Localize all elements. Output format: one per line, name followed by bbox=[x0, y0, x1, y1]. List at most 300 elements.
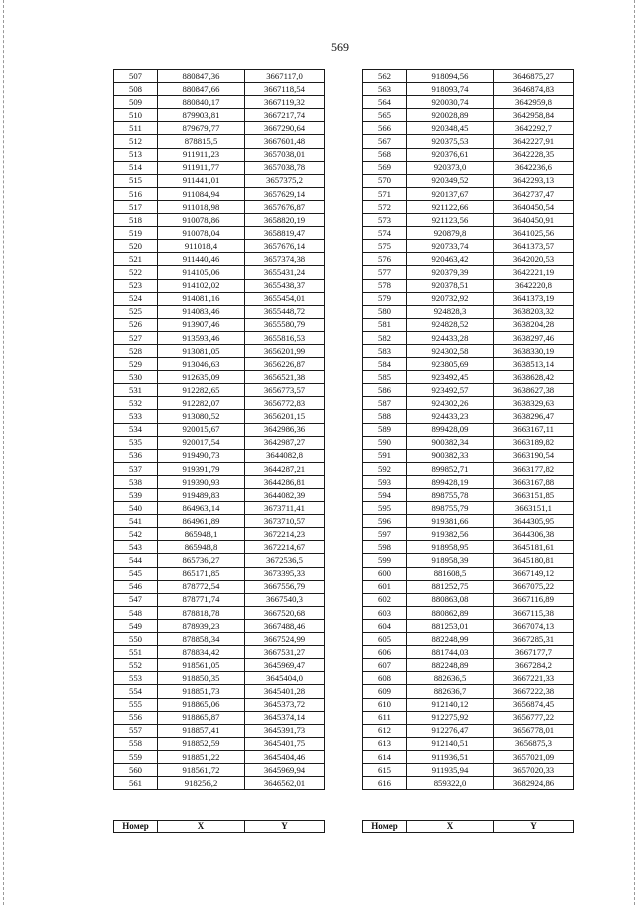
y-coordinate: 3656777,22 bbox=[494, 711, 574, 724]
x-coordinate: 914083,46 bbox=[158, 305, 245, 318]
point-number: 560 bbox=[114, 763, 158, 776]
x-coordinate: 913080,52 bbox=[158, 410, 245, 423]
x-coordinate: 911911,77 bbox=[158, 161, 245, 174]
point-number: 614 bbox=[363, 750, 407, 763]
table-row bbox=[114, 698, 325, 711]
y-coordinate: 3641373,57 bbox=[494, 240, 574, 253]
point-number: 587 bbox=[363, 397, 407, 410]
header-x: X bbox=[158, 821, 245, 833]
x-coordinate: 864963,14 bbox=[158, 502, 245, 515]
x-coordinate: 923492,45 bbox=[407, 371, 494, 384]
point-number: 581 bbox=[363, 318, 407, 331]
table-row bbox=[114, 266, 325, 279]
table-row bbox=[114, 253, 325, 266]
x-coordinate: 914105,06 bbox=[158, 266, 245, 279]
point-number: 520 bbox=[114, 240, 158, 253]
table-row bbox=[114, 384, 325, 397]
x-coordinate: 880862,89 bbox=[407, 606, 494, 619]
left-page-edge bbox=[3, 0, 4, 905]
point-number: 537 bbox=[114, 462, 158, 475]
table-row bbox=[363, 83, 574, 96]
table-row bbox=[363, 135, 574, 148]
x-coordinate: 914102,02 bbox=[158, 279, 245, 292]
point-number: 549 bbox=[114, 619, 158, 632]
header-number: Номер bbox=[363, 821, 407, 833]
table-row bbox=[114, 161, 325, 174]
table-row bbox=[363, 122, 574, 135]
y-coordinate: 3645391,73 bbox=[245, 724, 325, 737]
table-row bbox=[114, 135, 325, 148]
point-number: 558 bbox=[114, 737, 158, 750]
y-coordinate: 3645404,0 bbox=[245, 672, 325, 685]
y-coordinate: 3646874,83 bbox=[494, 83, 574, 96]
y-coordinate: 3644286,81 bbox=[245, 475, 325, 488]
point-number: 602 bbox=[363, 593, 407, 606]
y-coordinate: 3645374,14 bbox=[245, 711, 325, 724]
y-coordinate: 3638513,14 bbox=[494, 358, 574, 371]
table-row bbox=[114, 279, 325, 292]
y-coordinate: 3642958,84 bbox=[494, 109, 574, 122]
point-number: 578 bbox=[363, 279, 407, 292]
y-coordinate: 3638628,42 bbox=[494, 371, 574, 384]
table-row bbox=[114, 541, 325, 554]
point-number: 607 bbox=[363, 659, 407, 672]
x-coordinate: 859322,0 bbox=[407, 777, 494, 790]
table-row bbox=[363, 187, 574, 200]
x-coordinate: 918851,22 bbox=[158, 750, 245, 763]
point-number: 590 bbox=[363, 436, 407, 449]
table-row bbox=[363, 266, 574, 279]
x-coordinate: 879903,81 bbox=[158, 109, 245, 122]
point-number: 544 bbox=[114, 554, 158, 567]
y-coordinate: 3638627,38 bbox=[494, 384, 574, 397]
point-number: 583 bbox=[363, 344, 407, 357]
y-coordinate: 3657676,87 bbox=[245, 200, 325, 213]
table-row bbox=[114, 724, 325, 737]
x-coordinate: 924828,3 bbox=[407, 305, 494, 318]
table-row bbox=[114, 410, 325, 423]
table-row bbox=[114, 318, 325, 331]
y-coordinate: 3645969,94 bbox=[245, 763, 325, 776]
point-number: 601 bbox=[363, 580, 407, 593]
point-number: 514 bbox=[114, 161, 158, 174]
point-number: 527 bbox=[114, 331, 158, 344]
table-row bbox=[363, 502, 574, 515]
point-number: 600 bbox=[363, 567, 407, 580]
table-row bbox=[114, 240, 325, 253]
table-row bbox=[363, 541, 574, 554]
point-number: 564 bbox=[363, 96, 407, 109]
point-number: 535 bbox=[114, 436, 158, 449]
x-coordinate: 864961,89 bbox=[158, 515, 245, 528]
point-number: 521 bbox=[114, 253, 158, 266]
table-row bbox=[114, 528, 325, 541]
point-number: 573 bbox=[363, 214, 407, 227]
point-number: 556 bbox=[114, 711, 158, 724]
y-coordinate: 3667601,48 bbox=[245, 135, 325, 148]
point-number: 552 bbox=[114, 659, 158, 672]
y-coordinate: 3644082,8 bbox=[245, 449, 325, 462]
x-coordinate: 924302,58 bbox=[407, 344, 494, 357]
y-coordinate: 3663167,88 bbox=[494, 475, 574, 488]
x-coordinate: 878772,54 bbox=[158, 580, 245, 593]
x-coordinate: 920028,89 bbox=[407, 109, 494, 122]
x-coordinate: 880840,17 bbox=[158, 96, 245, 109]
point-number: 551 bbox=[114, 646, 158, 659]
y-coordinate: 3642236,6 bbox=[494, 161, 574, 174]
point-number: 540 bbox=[114, 502, 158, 515]
y-coordinate: 3657676,14 bbox=[245, 240, 325, 253]
table-row bbox=[363, 371, 574, 384]
point-number: 612 bbox=[363, 724, 407, 737]
table-row bbox=[363, 528, 574, 541]
table-row bbox=[363, 737, 574, 750]
table-row bbox=[114, 397, 325, 410]
table-row bbox=[114, 174, 325, 187]
point-number: 584 bbox=[363, 358, 407, 371]
x-coordinate: 912282,07 bbox=[158, 397, 245, 410]
table-row bbox=[114, 371, 325, 384]
point-number: 609 bbox=[363, 685, 407, 698]
point-number: 606 bbox=[363, 646, 407, 659]
y-coordinate: 3667221,33 bbox=[494, 672, 574, 685]
point-number: 566 bbox=[363, 122, 407, 135]
x-coordinate: 899428,19 bbox=[407, 475, 494, 488]
x-coordinate: 865948,8 bbox=[158, 541, 245, 554]
y-coordinate: 3638329,63 bbox=[494, 397, 574, 410]
coordinates-table-left bbox=[113, 69, 325, 790]
table-row bbox=[114, 475, 325, 488]
table-row bbox=[363, 344, 574, 357]
table-row bbox=[114, 436, 325, 449]
table-row bbox=[114, 580, 325, 593]
point-number: 582 bbox=[363, 331, 407, 344]
y-coordinate: 3667290,64 bbox=[245, 122, 325, 135]
point-number: 610 bbox=[363, 698, 407, 711]
x-coordinate: 913081,05 bbox=[158, 344, 245, 357]
point-number: 536 bbox=[114, 449, 158, 462]
x-coordinate: 898755,79 bbox=[407, 502, 494, 515]
table-row bbox=[363, 606, 574, 619]
footer-header-left bbox=[113, 820, 325, 833]
table-row bbox=[114, 659, 325, 672]
y-coordinate: 3667149,12 bbox=[494, 567, 574, 580]
coordinates-table-right bbox=[362, 69, 574, 790]
table-row bbox=[363, 462, 574, 475]
y-coordinate: 3642020,53 bbox=[494, 253, 574, 266]
x-coordinate: 918857,41 bbox=[158, 724, 245, 737]
x-coordinate: 919382,56 bbox=[407, 528, 494, 541]
y-coordinate: 3667217,74 bbox=[245, 109, 325, 122]
y-coordinate: 3667520,68 bbox=[245, 606, 325, 619]
x-coordinate: 918850,35 bbox=[158, 672, 245, 685]
x-coordinate: 920348,45 bbox=[407, 122, 494, 135]
x-coordinate: 913593,46 bbox=[158, 331, 245, 344]
x-coordinate: 911018,4 bbox=[158, 240, 245, 253]
y-coordinate: 3673710,57 bbox=[245, 515, 325, 528]
y-coordinate: 3657020,33 bbox=[494, 763, 574, 776]
point-number: 513 bbox=[114, 148, 158, 161]
y-coordinate: 3656201,99 bbox=[245, 344, 325, 357]
y-coordinate: 3642228,35 bbox=[494, 148, 574, 161]
table-row bbox=[363, 580, 574, 593]
table-row bbox=[363, 659, 574, 672]
y-coordinate: 3642987,27 bbox=[245, 436, 325, 449]
point-number: 605 bbox=[363, 633, 407, 646]
table-row bbox=[363, 698, 574, 711]
y-coordinate: 3644082,39 bbox=[245, 489, 325, 502]
table-row bbox=[363, 449, 574, 462]
x-coordinate: 918958,95 bbox=[407, 541, 494, 554]
point-number: 576 bbox=[363, 253, 407, 266]
y-coordinate: 3672214,23 bbox=[245, 528, 325, 541]
point-number: 538 bbox=[114, 475, 158, 488]
y-coordinate: 3663167,11 bbox=[494, 423, 574, 436]
x-coordinate: 924302,26 bbox=[407, 397, 494, 410]
table-row bbox=[114, 70, 325, 83]
x-coordinate: 920378,51 bbox=[407, 279, 494, 292]
table-row bbox=[363, 240, 574, 253]
table-row bbox=[363, 279, 574, 292]
right-page-edge bbox=[634, 0, 635, 905]
table-row bbox=[363, 685, 574, 698]
table-row bbox=[114, 711, 325, 724]
x-coordinate: 882248,99 bbox=[407, 633, 494, 646]
y-coordinate: 3667556,79 bbox=[245, 580, 325, 593]
point-number: 569 bbox=[363, 161, 407, 174]
point-number: 596 bbox=[363, 515, 407, 528]
x-coordinate: 899852,71 bbox=[407, 462, 494, 475]
y-coordinate: 3646562,01 bbox=[245, 777, 325, 790]
y-coordinate: 3657374,38 bbox=[245, 253, 325, 266]
y-coordinate: 3655580,79 bbox=[245, 318, 325, 331]
y-coordinate: 3642737,47 bbox=[494, 187, 574, 200]
table-row bbox=[114, 685, 325, 698]
x-coordinate: 878834,42 bbox=[158, 646, 245, 659]
point-number: 525 bbox=[114, 305, 158, 318]
point-number: 571 bbox=[363, 187, 407, 200]
point-number: 523 bbox=[114, 279, 158, 292]
x-coordinate: 924433,23 bbox=[407, 410, 494, 423]
x-coordinate: 882636,7 bbox=[407, 685, 494, 698]
y-coordinate: 3638330,19 bbox=[494, 344, 574, 357]
y-coordinate: 3667118,54 bbox=[245, 83, 325, 96]
x-coordinate: 914081,16 bbox=[158, 292, 245, 305]
point-number: 588 bbox=[363, 410, 407, 423]
x-coordinate: 881744,03 bbox=[407, 646, 494, 659]
x-coordinate: 920732,92 bbox=[407, 292, 494, 305]
table-row bbox=[114, 619, 325, 632]
point-number: 507 bbox=[114, 70, 158, 83]
header-y: Y bbox=[245, 821, 325, 833]
table-row bbox=[114, 187, 325, 200]
x-coordinate: 900382,34 bbox=[407, 436, 494, 449]
point-number: 562 bbox=[363, 70, 407, 83]
header-x: X bbox=[407, 821, 494, 833]
table-row bbox=[114, 554, 325, 567]
point-number: 554 bbox=[114, 685, 158, 698]
y-coordinate: 3657038,78 bbox=[245, 161, 325, 174]
point-number: 524 bbox=[114, 292, 158, 305]
table-row bbox=[114, 423, 325, 436]
header-row bbox=[114, 821, 325, 833]
point-number: 511 bbox=[114, 122, 158, 135]
point-number: 580 bbox=[363, 305, 407, 318]
y-coordinate: 3655431,24 bbox=[245, 266, 325, 279]
point-number: 541 bbox=[114, 515, 158, 528]
y-coordinate: 3682924,86 bbox=[494, 777, 574, 790]
table-row bbox=[363, 305, 574, 318]
point-number: 530 bbox=[114, 371, 158, 384]
point-number: 579 bbox=[363, 292, 407, 305]
x-coordinate: 921123,56 bbox=[407, 214, 494, 227]
point-number: 543 bbox=[114, 541, 158, 554]
x-coordinate: 919391,79 bbox=[158, 462, 245, 475]
y-coordinate: 3645181,61 bbox=[494, 541, 574, 554]
point-number: 563 bbox=[363, 83, 407, 96]
point-number: 593 bbox=[363, 475, 407, 488]
x-coordinate: 865948,1 bbox=[158, 528, 245, 541]
point-number: 508 bbox=[114, 83, 158, 96]
x-coordinate: 878771,74 bbox=[158, 593, 245, 606]
y-coordinate: 3663177,82 bbox=[494, 462, 574, 475]
x-coordinate: 913046,63 bbox=[158, 358, 245, 371]
y-coordinate: 3667524,99 bbox=[245, 633, 325, 646]
table-row bbox=[114, 109, 325, 122]
x-coordinate: 920030,74 bbox=[407, 96, 494, 109]
table-row bbox=[114, 593, 325, 606]
x-coordinate: 924433,28 bbox=[407, 331, 494, 344]
table-row bbox=[363, 397, 574, 410]
y-coordinate: 3667075,22 bbox=[494, 580, 574, 593]
point-number: 517 bbox=[114, 200, 158, 213]
x-coordinate: 920379,39 bbox=[407, 266, 494, 279]
y-coordinate: 3667531,27 bbox=[245, 646, 325, 659]
table-row bbox=[363, 109, 574, 122]
table-row bbox=[363, 292, 574, 305]
point-number: 512 bbox=[114, 135, 158, 148]
x-coordinate: 913907,46 bbox=[158, 318, 245, 331]
y-coordinate: 3645373,72 bbox=[245, 698, 325, 711]
table-row bbox=[114, 763, 325, 776]
table-row bbox=[363, 436, 574, 449]
x-coordinate: 910078,86 bbox=[158, 214, 245, 227]
x-coordinate: 918561,05 bbox=[158, 659, 245, 672]
y-coordinate: 3672214,67 bbox=[245, 541, 325, 554]
y-coordinate: 3640450,91 bbox=[494, 214, 574, 227]
y-coordinate: 3657629,14 bbox=[245, 187, 325, 200]
x-coordinate: 919381,66 bbox=[407, 515, 494, 528]
x-coordinate: 918958,39 bbox=[407, 554, 494, 567]
y-coordinate: 3658819,47 bbox=[245, 227, 325, 240]
point-number: 559 bbox=[114, 750, 158, 763]
table-row bbox=[114, 515, 325, 528]
x-coordinate: 912140,12 bbox=[407, 698, 494, 711]
table-row bbox=[363, 148, 574, 161]
y-coordinate: 3641025,56 bbox=[494, 227, 574, 240]
x-coordinate: 865171,85 bbox=[158, 567, 245, 580]
x-coordinate: 881252,75 bbox=[407, 580, 494, 593]
point-number: 589 bbox=[363, 423, 407, 436]
point-number: 598 bbox=[363, 541, 407, 554]
x-coordinate: 919489,83 bbox=[158, 489, 245, 502]
point-number: 577 bbox=[363, 266, 407, 279]
point-number: 542 bbox=[114, 528, 158, 541]
x-coordinate: 918093,74 bbox=[407, 83, 494, 96]
y-coordinate: 3642220,8 bbox=[494, 279, 574, 292]
y-coordinate: 3642292,7 bbox=[494, 122, 574, 135]
x-coordinate: 920463,42 bbox=[407, 253, 494, 266]
x-coordinate: 878939,23 bbox=[158, 619, 245, 632]
point-number: 557 bbox=[114, 724, 158, 737]
point-number: 595 bbox=[363, 502, 407, 515]
header-row bbox=[363, 821, 574, 833]
x-coordinate: 882636,5 bbox=[407, 672, 494, 685]
table-row bbox=[363, 253, 574, 266]
table-row bbox=[363, 96, 574, 109]
point-number: 545 bbox=[114, 567, 158, 580]
y-coordinate: 3657375,2 bbox=[245, 174, 325, 187]
x-coordinate: 919390,93 bbox=[158, 475, 245, 488]
point-number: 611 bbox=[363, 711, 407, 724]
y-coordinate: 3663151,1 bbox=[494, 502, 574, 515]
table-row bbox=[114, 646, 325, 659]
table-row bbox=[114, 737, 325, 750]
y-coordinate: 3656778,01 bbox=[494, 724, 574, 737]
point-number: 585 bbox=[363, 371, 407, 384]
x-coordinate: 918851,73 bbox=[158, 685, 245, 698]
y-coordinate: 3645401,28 bbox=[245, 685, 325, 698]
y-coordinate: 3645401,75 bbox=[245, 737, 325, 750]
table-row bbox=[363, 763, 574, 776]
point-number: 553 bbox=[114, 672, 158, 685]
y-coordinate: 3667284,2 bbox=[494, 659, 574, 672]
x-coordinate: 920879,8 bbox=[407, 227, 494, 240]
table-row bbox=[363, 633, 574, 646]
point-number: 568 bbox=[363, 148, 407, 161]
point-number: 510 bbox=[114, 109, 158, 122]
point-number: 572 bbox=[363, 200, 407, 213]
x-coordinate: 910078,04 bbox=[158, 227, 245, 240]
x-coordinate: 920137,67 bbox=[407, 187, 494, 200]
y-coordinate: 3658820,19 bbox=[245, 214, 325, 227]
point-number: 616 bbox=[363, 777, 407, 790]
table-row bbox=[363, 161, 574, 174]
table-row bbox=[114, 462, 325, 475]
y-coordinate: 3667117,0 bbox=[245, 70, 325, 83]
y-coordinate: 3638204,28 bbox=[494, 318, 574, 331]
table-row bbox=[363, 515, 574, 528]
x-coordinate: 924828,52 bbox=[407, 318, 494, 331]
point-number: 591 bbox=[363, 449, 407, 462]
y-coordinate: 3667177,7 bbox=[494, 646, 574, 659]
y-coordinate: 3644287,21 bbox=[245, 462, 325, 475]
table-row bbox=[114, 449, 325, 462]
y-coordinate: 3663190,54 bbox=[494, 449, 574, 462]
x-coordinate: 911441,01 bbox=[158, 174, 245, 187]
table-row bbox=[114, 83, 325, 96]
y-coordinate: 3656201,15 bbox=[245, 410, 325, 423]
point-number: 567 bbox=[363, 135, 407, 148]
header-number: Номер bbox=[114, 821, 158, 833]
y-coordinate: 3642221,19 bbox=[494, 266, 574, 279]
point-number: 539 bbox=[114, 489, 158, 502]
x-coordinate: 881608,5 bbox=[407, 567, 494, 580]
x-coordinate: 920733,74 bbox=[407, 240, 494, 253]
footer-header-right bbox=[362, 820, 574, 833]
x-coordinate: 912635,09 bbox=[158, 371, 245, 384]
page-number: 569 bbox=[331, 40, 349, 54]
